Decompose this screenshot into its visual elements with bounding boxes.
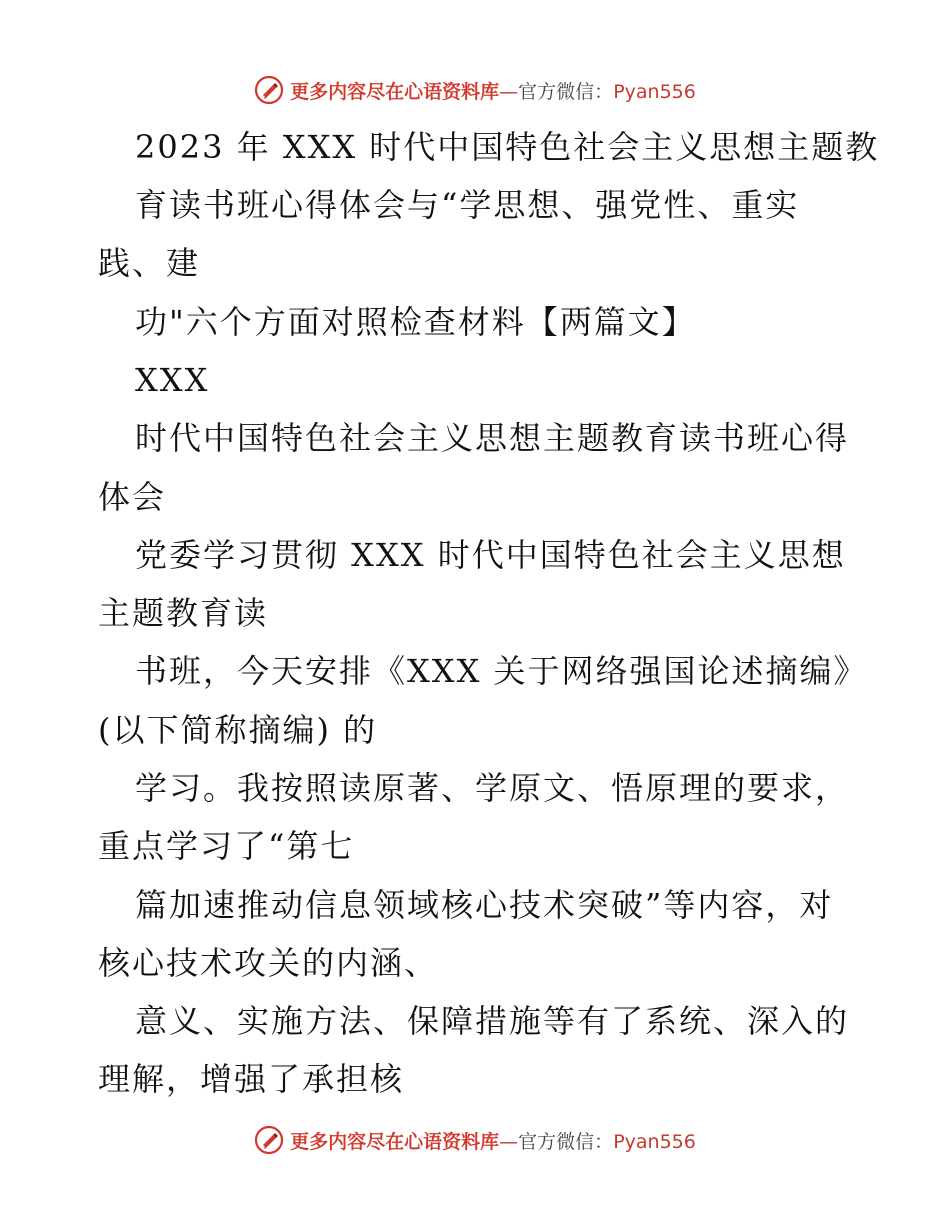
banner-separator: — xyxy=(499,1130,519,1153)
text-line: 功"六个方面对照检查材料【两篇文】 xyxy=(135,303,696,341)
text-line: 育读书班心得体会与“学思想、强党性、重实 xyxy=(135,186,800,224)
banner-brand: 更多内容尽在心语资料库 xyxy=(290,1130,500,1153)
text-line: 重点学习了“第七 xyxy=(98,827,355,865)
text-line: 2023 年 XXX 时代中国特色社会主义思想主题教 xyxy=(135,128,880,166)
banner-text xyxy=(290,77,696,104)
banner-handle: Pyan556 xyxy=(613,80,696,103)
footer-banner xyxy=(0,1120,950,1160)
text-line: 核心技术攻关的内涵、 xyxy=(98,944,439,982)
text-line: 理解，增强了承担核 xyxy=(98,1060,405,1098)
banner-label: 官方微信： xyxy=(518,80,614,103)
text-line: 书班，今天安排《XXX 关于网络强国论述摘编》 xyxy=(135,652,868,690)
text-line: 践、建 xyxy=(98,244,201,282)
text-line: XXX xyxy=(135,361,210,399)
header-banner xyxy=(0,70,950,110)
text-line: 主题教育读 xyxy=(98,594,269,632)
banner-handle: Pyan556 xyxy=(613,1130,696,1153)
text-line: 体会 xyxy=(98,478,167,516)
banner-label: 官方微信： xyxy=(518,1130,614,1153)
banner-text xyxy=(290,1127,696,1154)
banner-brand: 更多内容尽在心语资料库 xyxy=(290,80,500,103)
text-line: 意义、实施方法、保障措施等有了系统、深入的 xyxy=(135,1002,850,1040)
banner-separator: — xyxy=(499,80,519,103)
text-line: 学习。我按照读原著、学原文、悟原理的要求， xyxy=(135,769,850,807)
pen-logo-icon xyxy=(254,75,284,105)
text-line: 党委学习贯彻 XXX 时代中国特色社会主义思想 xyxy=(135,536,846,574)
text-line: (以下简称摘编) 的 xyxy=(98,711,378,749)
pen-logo-icon xyxy=(254,1125,284,1155)
text-line: 时代中国特色社会主义思想主题教育读书班心得 xyxy=(135,419,850,457)
text-line: 篇加速推动信息领域核心技术突破”等内容，对 xyxy=(135,886,834,924)
